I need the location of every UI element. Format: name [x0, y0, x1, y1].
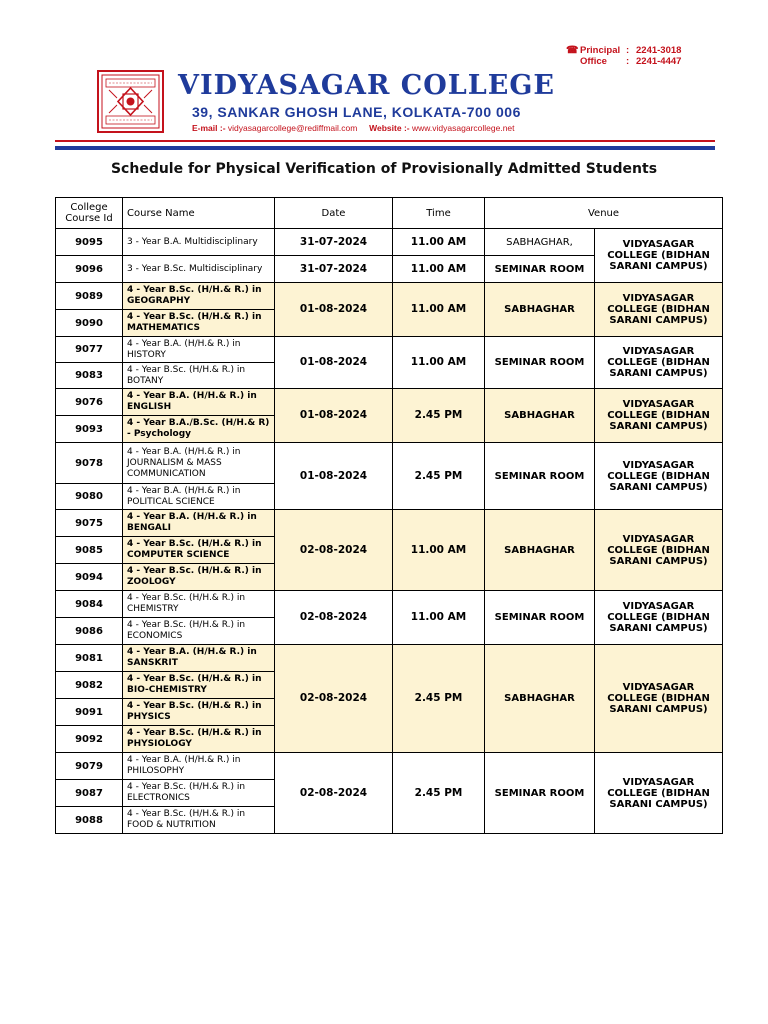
course-id: 9095: [56, 229, 123, 256]
schedule-time: 2.45 PM: [393, 645, 485, 753]
schedule-date: 31-07-2024: [275, 256, 393, 283]
schedule-time: 2.45 PM: [393, 443, 485, 510]
contact-numbers: [566, 45, 716, 67]
table-row: [56, 283, 723, 310]
principal-phone: ☎ Principal : 2241-3018: [566, 45, 682, 56]
schedule-date: 01-08-2024: [275, 337, 393, 389]
course-name: 4 - Year B.Sc. (H/H.& R.) in GEOGRAPHY: [123, 283, 275, 310]
course-id: 9089: [56, 283, 123, 310]
course-id: 9086: [56, 618, 123, 645]
course-id: 9078: [56, 443, 123, 484]
course-name: 4 - Year B.Sc. (H/H.& R.) in ELECTRONICS: [123, 780, 275, 807]
course-name: 4 - Year B.A. (H/H.& R.) in JOURNALISM & MASS COMMUNICATION: [123, 443, 275, 484]
venue-campus: VIDYASAGAR COLLEGE (BIDHAN SARANI CAMPUS): [595, 337, 723, 389]
schedule-date: 01-08-2024: [275, 283, 393, 337]
table-row: [56, 389, 723, 416]
course-id: 9096: [56, 256, 123, 283]
schedule-date: 02-08-2024: [275, 753, 393, 834]
principal-label: Principal: [580, 45, 621, 56]
email-address: vidyasagarcollege@rediffmail.com: [227, 123, 358, 133]
course-id: 9080: [56, 484, 123, 510]
venue-campus: VIDYASAGAR COLLEGE (BIDHAN SARANI CAMPUS): [595, 443, 723, 510]
college-name: VIDYASAGAR COLLEGE: [178, 70, 555, 101]
schedule-date: 01-08-2024: [275, 389, 393, 443]
venue-campus: VIDYASAGAR COLLEGE (BIDHAN SARANI CAMPUS): [595, 389, 723, 443]
schedule-time: 2.45 PM: [393, 753, 485, 834]
schedule-date: 02-08-2024: [275, 591, 393, 645]
document-title: Schedule for Physical Verification of Provisionally Admitted Students: [110, 161, 658, 177]
table-row: [56, 229, 723, 256]
table-row: [56, 591, 723, 618]
email-label: E-mail :-: [192, 123, 226, 133]
venue-campus: VIDYASAGAR COLLEGE (BIDHAN SARANI CAMPUS): [595, 591, 723, 645]
table-header-row: [56, 198, 723, 229]
header-date: Date: [275, 198, 393, 229]
course-name: 4 - Year B.A. (H/H.& R.) in PHILOSOPHY: [123, 753, 275, 780]
course-name: 4 - Year B.Sc. (H/H.& R.) in PHYSICS: [123, 699, 275, 726]
header-divider-blue: [55, 146, 715, 150]
course-id: 9094: [56, 564, 123, 591]
college-seal-logo: [97, 70, 164, 133]
course-id: 9088: [56, 807, 123, 834]
course-id: 9075: [56, 510, 123, 537]
table-row: [56, 510, 723, 537]
header-venue: Venue: [485, 198, 723, 229]
course-id: 9079: [56, 753, 123, 780]
office-number: 2241-4447: [636, 56, 682, 67]
college-address: 39, SANKAR GHOSH LANE, KOLKATA-700 006: [192, 104, 521, 120]
table-row: [56, 645, 723, 672]
course-name: 4 - Year B.A. (H/H.& R.) in HISTORY: [123, 337, 275, 363]
course-name: 4 - Year B.A./B.Sc. (H/H.& R) - Psychology: [123, 416, 275, 443]
course-id: 9076: [56, 389, 123, 416]
table-row: [56, 337, 723, 363]
header-course-id: College Course Id: [56, 198, 123, 229]
course-name: 4 - Year B.Sc. (H/H.& R.) in FOOD & NUTRITION: [123, 807, 275, 834]
course-name: 4 - Year B.A. (H/H.& R.) in BENGALI: [123, 510, 275, 537]
venue-room: SABHAGHAR: [485, 645, 595, 753]
schedule-time: 11.00 AM: [393, 337, 485, 389]
verification-schedule-table: [55, 197, 723, 834]
venue-room: SABHAGHAR: [485, 389, 595, 443]
course-name: 3 - Year B.Sc. Multidisciplinary: [123, 256, 275, 283]
header-time: Time: [393, 198, 485, 229]
course-name: 4 - Year B.Sc. (H/H.& R.) in BIO-CHEMISTRY: [123, 672, 275, 699]
course-id: 9081: [56, 645, 123, 672]
course-name: 4 - Year B.A. (H/H.& R.) in SANSKRIT: [123, 645, 275, 672]
course-name: 4 - Year B.Sc. (H/H.& R.) in ECONOMICS: [123, 618, 275, 645]
course-id: 9090: [56, 310, 123, 337]
website-url: www.vidyasagarcollege.net: [411, 123, 515, 133]
venue-room: SEMINAR ROOM: [485, 443, 595, 510]
course-name: 4 - Year B.A. (H/H.& R.) in ENGLISH: [123, 389, 275, 416]
course-id: 9084: [56, 591, 123, 618]
venue-room: SABHAGHAR,: [485, 229, 595, 256]
venue-room: SABHAGHAR: [485, 510, 595, 591]
email-website-line: [192, 123, 572, 133]
schedule-time: 11.00 AM: [393, 510, 485, 591]
course-id: 9093: [56, 416, 123, 443]
venue-campus: VIDYASAGAR COLLEGE (BIDHAN SARANI CAMPUS): [595, 753, 723, 834]
schedule-time: 11.00 AM: [393, 283, 485, 337]
website-label: Website :-: [369, 123, 410, 133]
course-name: 4 - Year B.Sc. (H/H.& R.) in BOTANY: [123, 363, 275, 389]
course-name: 4 - Year B.Sc. (H/H.& R.) in ZOOLOGY: [123, 564, 275, 591]
schedule-time: 11.00 AM: [393, 591, 485, 645]
venue-room: SABHAGHAR: [485, 283, 595, 337]
course-id: 9077: [56, 337, 123, 363]
seal-emblem-icon: [99, 72, 162, 131]
course-id: 9092: [56, 726, 123, 753]
venue-campus: VIDYASAGAR COLLEGE (BIDHAN SARANI CAMPUS): [595, 229, 723, 283]
table-row: [56, 443, 723, 484]
header-course-name: Course Name: [123, 198, 275, 229]
schedule-date: 31-07-2024: [275, 229, 393, 256]
telephone-icon: ☎: [566, 45, 579, 56]
header-divider-red: [55, 140, 715, 142]
course-name: 4 - Year B.Sc. (H/H.& R.) in PHYSIOLOGY: [123, 726, 275, 753]
course-name: 4 - Year B.Sc. (H/H.& R.) in MATHEMATICS: [123, 310, 275, 337]
venue-campus: VIDYASAGAR COLLEGE (BIDHAN SARANI CAMPUS): [595, 645, 723, 753]
course-id: 9087: [56, 780, 123, 807]
schedule-time: 2.45 PM: [393, 389, 485, 443]
schedule-date: 02-08-2024: [275, 645, 393, 753]
course-id: 9085: [56, 537, 123, 564]
office-label: Office: [580, 56, 607, 67]
venue-room: SEMINAR ROOM: [485, 591, 595, 645]
course-name: 4 - Year B.Sc. (H/H.& R.) in CHEMISTRY: [123, 591, 275, 618]
course-name: 4 - Year B.A. (H/H.& R.) in POLITICAL SCIENCE: [123, 484, 275, 510]
course-name: 4 - Year B.Sc. (H/H.& R.) in COMPUTER SCIENCE: [123, 537, 275, 564]
course-id: 9091: [56, 699, 123, 726]
venue-room: SEMINAR ROOM: [485, 753, 595, 834]
venue-room: SEMINAR ROOM: [485, 256, 595, 283]
venue-campus: VIDYASAGAR COLLEGE (BIDHAN SARANI CAMPUS): [595, 283, 723, 337]
course-id: 9083: [56, 363, 123, 389]
schedule-date: 02-08-2024: [275, 510, 393, 591]
venue-campus: VIDYASAGAR COLLEGE (BIDHAN SARANI CAMPUS): [595, 510, 723, 591]
schedule-date: 01-08-2024: [275, 443, 393, 510]
principal-number: 2241-3018: [636, 45, 682, 56]
venue-room: SEMINAR ROOM: [485, 337, 595, 389]
table-row: [56, 753, 723, 780]
course-id: 9082: [56, 672, 123, 699]
course-name: 3 - Year B.A. Multidisciplinary: [123, 229, 275, 256]
office-phone: Office : 2241-4447: [580, 56, 682, 67]
schedule-time: 11.00 AM: [393, 256, 485, 283]
schedule-time: 11.00 AM: [393, 229, 485, 256]
